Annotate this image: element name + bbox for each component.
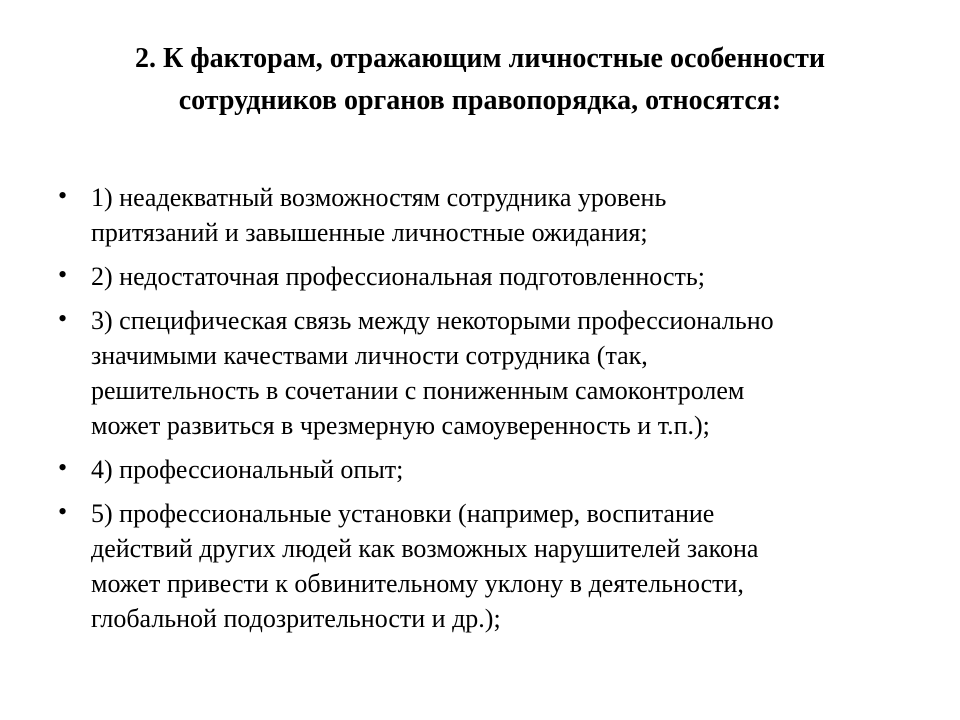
bullet-item-text: [91, 303, 918, 443]
bullet-icon: •: [58, 497, 68, 526]
bullet-icon: •: [58, 453, 68, 482]
title-line-1: 2. К факторам, отражающим личностные особенности: [134, 43, 826, 74]
bullet-item-line: действий других людей как возможных нарушителей закона: [91, 534, 759, 563]
bullet-icon: •: [58, 181, 68, 210]
bullet-list: [58, 180, 918, 645]
bullet-item-line: глобальной подозрительности и др.);: [91, 604, 501, 633]
bullet-item-text: [91, 180, 918, 250]
bullet-item-line: 3) специфическая связь между некоторыми профессионально: [91, 306, 774, 335]
bullet-item-line: 2) недостаточная профессиональная подготовленность;: [91, 262, 705, 291]
bullet-item-5: [58, 496, 918, 636]
bullet-item-4: [58, 452, 918, 487]
bullet-item-line: 5) профессиональные установки (например, воспитание: [91, 499, 715, 528]
bullet-item-line: решительность в сочетании с пониженным самоконтролем: [91, 376, 745, 405]
bullet-item-text: [91, 452, 918, 487]
bullet-item-line: притязаний и завышенные личностные ожидания;: [91, 218, 648, 247]
bullet-item-line: 4) профессиональный опыт;: [91, 455, 404, 484]
title-line-2: сотрудников органов правопорядка, относятся:: [178, 85, 782, 116]
bullet-icon: •: [58, 260, 68, 289]
bullet-item-text: [91, 259, 918, 294]
slide-title: [60, 38, 900, 122]
bullet-item-3: [58, 303, 918, 443]
bullet-item-text: [91, 496, 918, 636]
bullet-item-line: 1) неадекватный возможностям сотрудника уровень: [91, 183, 667, 212]
bullet-item-line: может развиться в чрезмерную самоуверенность и т.п.);: [91, 411, 710, 440]
bullet-icon: •: [58, 304, 68, 333]
bullet-item-2: [58, 259, 918, 294]
bullet-item-1: [58, 180, 918, 250]
bullet-item-line: значимыми качествами личности сотрудника (так,: [91, 341, 648, 370]
bullet-item-line: может привести к обвинительному уклону в деятельности,: [91, 569, 744, 598]
